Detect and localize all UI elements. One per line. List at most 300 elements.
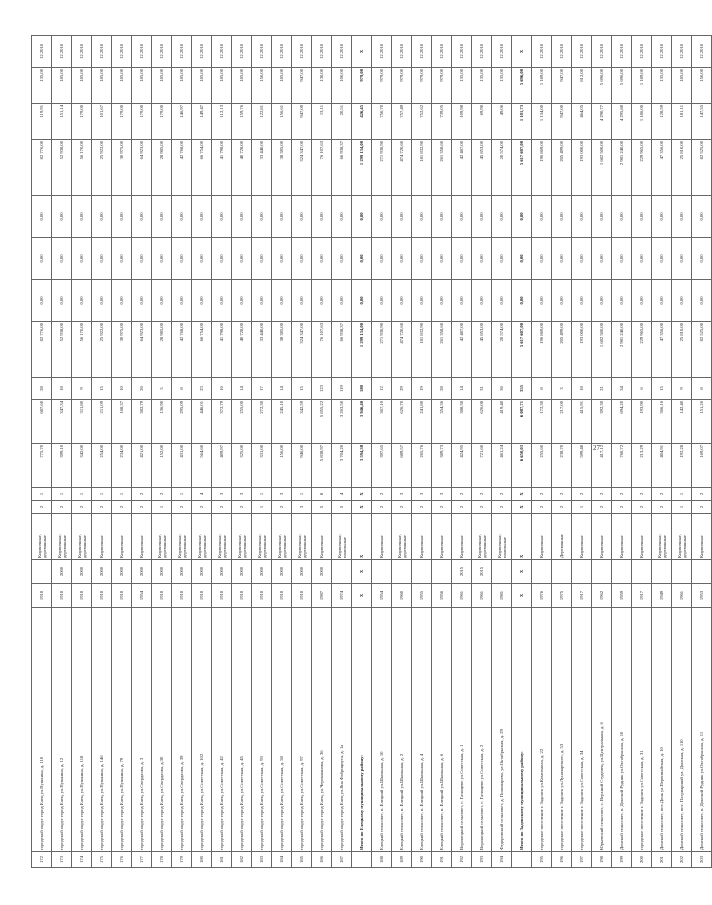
cell-entrances: 2 bbox=[452, 488, 472, 501]
cell-year-commissioned bbox=[392, 560, 412, 584]
cell-living-area: 142,40 bbox=[672, 400, 692, 444]
cell-deadline: 12.2018 bbox=[412, 36, 432, 68]
cell-floors: 2 bbox=[212, 501, 232, 514]
cell-year-commissioned: 2000 bbox=[232, 560, 252, 584]
cell-tr-total: 229 965,00 bbox=[632, 322, 652, 378]
cell-cost-per-m2: 151,14 bbox=[52, 104, 72, 140]
cell-residents: 15 bbox=[92, 378, 112, 400]
cell-address: Елецкий сельсовет, п. Елецкий ул.Школьная, д. 6 bbox=[432, 608, 452, 852]
rotated-table-wrapper bbox=[31, 40, 704, 868]
cell-wall-material: Кирпичные, деревянные bbox=[212, 514, 232, 560]
cell-year-built: 1962 bbox=[592, 584, 612, 608]
cell-year-built: 1918 bbox=[212, 584, 232, 608]
cell-address: городской округ город Елец, ул.Свердлова, д.30 bbox=[152, 608, 172, 852]
cell-floors: 2 bbox=[492, 501, 512, 514]
table-row bbox=[92, 36, 112, 868]
cell-floors: 2 bbox=[652, 501, 672, 514]
cell-year-commissioned bbox=[412, 560, 432, 584]
cell-deadline: 12.2018 bbox=[632, 36, 652, 68]
cell-cost-per-m2: 146,97 bbox=[172, 104, 192, 140]
cell-year-built: 1955 bbox=[412, 584, 432, 608]
cell-residents: 19 bbox=[412, 378, 432, 400]
cell-tr-local: 0,00 bbox=[112, 196, 132, 238]
cell-no: 186 bbox=[312, 852, 332, 868]
cell-tr-region: 0,00 bbox=[232, 238, 252, 280]
cell-max-cost: 185,00 bbox=[52, 68, 72, 104]
cell-residents: 119 bbox=[332, 378, 352, 400]
cell-year-built: 1917 bbox=[632, 584, 652, 608]
cell-address: городской округ город Елец, ул.Советская, д. 97 bbox=[292, 608, 312, 852]
cell-living-area: 388,30 bbox=[452, 400, 472, 444]
cell-deadline: X bbox=[512, 36, 532, 68]
cell-living-area: 217,00 bbox=[552, 400, 572, 444]
cell-year-built: 1961 bbox=[472, 584, 492, 608]
cell-wall-material: Кирпичные bbox=[412, 514, 432, 560]
cell-living-area: 3 263,50 bbox=[332, 400, 352, 444]
cell-tr-local: 0,00 bbox=[232, 196, 252, 238]
cell-max-cost: 5 696,00 bbox=[612, 68, 632, 104]
cell-no: 174 bbox=[72, 852, 92, 868]
cell-entrances: 1 bbox=[52, 488, 72, 501]
cell-max-cost: 979,00 bbox=[432, 68, 452, 104]
cell-address: городской округ город Елец, ул.Свердлова, д. 3 bbox=[132, 608, 152, 852]
cell-tr-owners: 193 000,00 bbox=[572, 140, 592, 196]
cell-entrances: 2 bbox=[632, 488, 652, 501]
cell-no: 191 bbox=[432, 852, 452, 868]
cell-entrances: 2 bbox=[372, 488, 392, 501]
cell-residents: 14 bbox=[272, 378, 292, 400]
cell-deadline: 12.2018 bbox=[492, 36, 512, 68]
table-row bbox=[572, 36, 592, 868]
table-row bbox=[212, 36, 232, 868]
cell-tr-region: 0,00 bbox=[552, 238, 572, 280]
cell-entrances: 2 bbox=[152, 488, 172, 501]
cell-year-built: 1918 bbox=[292, 584, 312, 608]
cell-wall-material: Кирпичные, деревянные bbox=[152, 514, 172, 560]
cell-max-cost: 979,00 bbox=[412, 68, 432, 104]
table-total-row bbox=[352, 36, 372, 868]
cell-residents: 8 bbox=[532, 378, 552, 400]
cell-living-area: 392,30 bbox=[592, 400, 612, 444]
cell-deadline: 12.2018 bbox=[612, 36, 632, 68]
table-row bbox=[452, 36, 472, 868]
cell-deadline: 12.2018 bbox=[332, 36, 352, 68]
cell-floors: 2 bbox=[172, 501, 192, 514]
cell-total-area: 689,57 bbox=[392, 444, 412, 488]
cell-entrances: 3 bbox=[212, 488, 232, 501]
cell-tr-fund: 0,00 bbox=[412, 280, 432, 322]
cell-wall-material: Кирпичные bbox=[112, 514, 132, 560]
table-row bbox=[112, 36, 132, 868]
cell-address: Итого по Задонскому муниципальному району: bbox=[512, 608, 532, 852]
table-row bbox=[272, 36, 292, 868]
cell-tr-fund: 0,00 bbox=[332, 280, 352, 322]
cell-living-area: 419,40 bbox=[492, 400, 512, 444]
cell-cost-per-m2: 156,61 bbox=[272, 104, 292, 140]
cell-max-cost: 5 696,00 bbox=[592, 68, 612, 104]
cell-entrances: 2 bbox=[592, 488, 612, 501]
cell-total-area: 424,95 bbox=[452, 444, 472, 488]
cell-floors: 1 bbox=[252, 501, 272, 514]
cell-tr-local: 0,00 bbox=[452, 196, 472, 238]
cell-entrances: 1 bbox=[672, 488, 692, 501]
cell-living-area: 626,08 bbox=[472, 400, 492, 444]
table-row bbox=[552, 36, 572, 868]
cell-entrances: 2 bbox=[572, 488, 592, 501]
cell-address: городское поселение г. Задонск ул.Луначарского, д. 53 bbox=[552, 608, 572, 852]
cell-no: 173 bbox=[52, 852, 72, 868]
cell-deadline: 12.2018 bbox=[92, 36, 112, 68]
cell-cost-per-m2: 947,00 bbox=[552, 104, 572, 140]
cell-living-area: 151,26 bbox=[692, 400, 712, 444]
cell-living-area: 354,36 bbox=[432, 400, 452, 444]
cell-wall-material: Кирпичные bbox=[92, 514, 112, 560]
cell-tr-region: 0,00 bbox=[92, 238, 112, 280]
cell-year-commissioned: X bbox=[512, 560, 532, 584]
cell-no bbox=[352, 852, 372, 868]
cell-entrances: 1 bbox=[172, 488, 192, 501]
cell-tr-local: 0,00 bbox=[412, 196, 432, 238]
cell-year-built: 1918 bbox=[192, 584, 212, 608]
cell-year-built: 1917 bbox=[572, 584, 592, 608]
cell-wall-material: Кирпичные, деревянные bbox=[672, 514, 692, 560]
cell-address: Федоровский сельсовет, д. Пономарево, ул.Октябрьская, д. 29 bbox=[492, 608, 512, 852]
cell-wall-material: Кирпичные, деревянные bbox=[472, 514, 492, 560]
cell-tr-region: 0,00 bbox=[652, 238, 672, 280]
cell-wall-material: Кирпичные, деревянные bbox=[32, 514, 52, 560]
cell-cost-per-m2: 181,11 bbox=[672, 104, 692, 140]
cell-tr-region: 0,00 bbox=[132, 238, 152, 280]
cell-no: 177 bbox=[132, 852, 152, 868]
cell-address: Донской сельсовет, пос. Патриарший ул. Донская, д. 110 bbox=[672, 608, 692, 852]
cell-floors: 2 bbox=[452, 501, 472, 514]
cell-no: 189 bbox=[392, 852, 412, 868]
cell-address: городское поселение г. Задонск ул.Советская, д. 34 bbox=[572, 608, 592, 852]
table-row bbox=[632, 36, 652, 868]
cell-address: городской округ город Елец, ул.Пушкина, д. 12 bbox=[52, 608, 72, 852]
cell-tr-local: 0,00 bbox=[432, 196, 452, 238]
cell-tr-owners: 56 170,00 bbox=[72, 140, 92, 196]
cell-total-area: 421,00 bbox=[132, 444, 152, 488]
cell-year-built: 1961 bbox=[452, 584, 472, 608]
cell-residents: 15 bbox=[652, 378, 672, 400]
cell-cost-per-m2: 179,00 bbox=[72, 104, 92, 140]
cell-no: 176 bbox=[112, 852, 132, 868]
cell-floors: 2 bbox=[392, 501, 412, 514]
cell-year-commissioned bbox=[532, 560, 552, 584]
cell-deadline: 12.2018 bbox=[272, 36, 292, 68]
cell-entrances: 3 bbox=[272, 488, 292, 501]
cell-cost-per-m2: 109,98 bbox=[452, 104, 472, 140]
cell-total-area: 192,28 bbox=[672, 444, 692, 488]
cell-no: 183 bbox=[252, 852, 272, 868]
cell-deadline: 12.2018 bbox=[192, 36, 212, 68]
cell-tr-local: 0,00 bbox=[672, 196, 692, 238]
cell-no: 187 bbox=[332, 852, 352, 868]
cell-total-area: 399,10 bbox=[52, 444, 72, 488]
cell-max-cost: 1 189,00 bbox=[632, 68, 652, 104]
cell-year-built: 1918 bbox=[92, 584, 112, 608]
cell-cost-per-m2: 464,05 bbox=[572, 104, 592, 140]
cell-residents: 29 bbox=[392, 378, 412, 400]
cell-max-cost: 185,00 bbox=[172, 68, 192, 104]
cell-tr-total: 261 358,60 bbox=[432, 322, 452, 378]
cell-living-area: 3 946,40 bbox=[352, 400, 372, 444]
cell-cost-per-m2: 4 295,88 bbox=[612, 104, 632, 140]
cell-deadline: 12.2018 bbox=[232, 36, 252, 68]
cell-tr-total: 20 574,00 bbox=[492, 322, 512, 378]
cell-tr-owners: 76 107,63 bbox=[312, 140, 332, 196]
cell-year-built: 1954 bbox=[372, 584, 392, 608]
table-row bbox=[172, 36, 192, 868]
cell-tr-owners: 82 525,00 bbox=[692, 140, 712, 196]
table-row bbox=[72, 36, 92, 868]
housing-table bbox=[31, 35, 712, 868]
cell-living-area: 694,20 bbox=[612, 400, 632, 444]
cell-wall-material: Кирпичные, деревянные bbox=[72, 514, 92, 560]
cell-address: городское поселение г. Задонск ул.Комсомола, д. 22 bbox=[532, 608, 552, 852]
cell-tr-owners: 30 975,00 bbox=[112, 140, 132, 196]
cell-tr-local: 0,00 bbox=[492, 196, 512, 238]
table-row bbox=[692, 36, 712, 868]
cell-residents: 14 bbox=[232, 378, 252, 400]
cell-year-commissioned: 2000 bbox=[172, 560, 192, 584]
cell-wall-material: Кирпичные bbox=[132, 514, 152, 560]
cell-floors: 2 bbox=[112, 501, 132, 514]
cell-total-area: 152,00 bbox=[152, 444, 172, 488]
cell-tr-owners: 52 938,00 bbox=[52, 140, 72, 196]
cell-tr-total: 324 347,00 bbox=[292, 322, 312, 378]
cell-year-commissioned: 2000 bbox=[312, 560, 332, 584]
cell-total-area: 431,00 bbox=[172, 444, 192, 488]
cell-year-commissioned: X bbox=[352, 560, 372, 584]
cell-tr-owners: 47 356,00 bbox=[652, 140, 672, 196]
cell-residents: 123 bbox=[312, 378, 332, 400]
cell-tr-fund: 0,00 bbox=[32, 280, 52, 322]
cell-total-area: 255,60 bbox=[532, 444, 552, 488]
cell-cost-per-m2: 750,70 bbox=[372, 104, 392, 140]
cell-total-area: 265,76 bbox=[412, 444, 432, 488]
cell-total-area: 775,70 bbox=[32, 444, 52, 488]
cell-entrances: 2 bbox=[612, 488, 632, 501]
cell-year-commissioned bbox=[632, 560, 652, 584]
cell-tr-region: 0,00 bbox=[292, 238, 312, 280]
cell-living-area: 347,34 bbox=[52, 400, 72, 444]
cell-tr-fund: 0,00 bbox=[352, 280, 372, 322]
cell-entrances: 1 bbox=[252, 488, 272, 501]
cell-wall-material: Кирпичные bbox=[572, 514, 592, 560]
cell-address: городской округ город Елец, ул.Пушкина, д. 146 bbox=[92, 608, 112, 852]
cell-deadline: 12.2018 bbox=[652, 36, 672, 68]
table-row bbox=[472, 36, 492, 868]
cell-residents: 31 bbox=[472, 378, 492, 400]
cell-year-commissioned: 2015 bbox=[472, 560, 492, 584]
cell-wall-material: Кирпичные, деревянные bbox=[392, 514, 412, 560]
cell-tr-region: 0,00 bbox=[332, 238, 352, 280]
cell-tr-fund: 0,00 bbox=[572, 280, 592, 322]
cell-living-area: 241,80 bbox=[412, 400, 432, 444]
cell-tr-total: 76 107,63 bbox=[312, 322, 332, 378]
cell-wall-material: Деревянные bbox=[552, 514, 572, 560]
cell-year-built: 1959 bbox=[612, 584, 632, 608]
cell-deadline: 12.2018 bbox=[312, 36, 332, 68]
cell-wall-material: Кирпичные, панельные bbox=[332, 514, 352, 560]
cell-deadline: 12.2018 bbox=[692, 36, 712, 68]
cell-no: 199 bbox=[612, 852, 632, 868]
cell-living-area: 366,16 bbox=[652, 400, 672, 444]
cell-living-area: 5 855,22 bbox=[312, 400, 332, 444]
cell-residents: 28 bbox=[432, 378, 452, 400]
cell-wall-material: Кирпичные, деревянные bbox=[192, 514, 212, 560]
cell-tr-fund: 0,00 bbox=[292, 280, 312, 322]
cell-deadline: 12.2018 bbox=[252, 36, 272, 68]
cell-year-commissioned: 2000 bbox=[132, 560, 152, 584]
cell-tr-region: 0,00 bbox=[192, 238, 212, 280]
cell-tr-owners: 196 869,00 bbox=[532, 140, 552, 196]
cell-no: 182 bbox=[232, 852, 252, 868]
cell-max-cost: 947,00 bbox=[552, 68, 572, 104]
cell-living-area: 446,01 bbox=[192, 400, 212, 444]
cell-tr-total: 33 440,00 bbox=[252, 322, 272, 378]
cell-tr-local: 0,00 bbox=[32, 196, 52, 238]
cell-year-built: 1954 bbox=[132, 584, 152, 608]
cell-tr-local: 0,00 bbox=[692, 196, 712, 238]
cell-floors: 5 bbox=[332, 501, 352, 514]
cell-tr-region: 0,00 bbox=[392, 238, 412, 280]
cell-floors: 2 bbox=[232, 501, 252, 514]
cell-tr-fund: 0,00 bbox=[692, 280, 712, 322]
cell-residents: 17 bbox=[252, 378, 272, 400]
cell-tr-fund: 0,00 bbox=[592, 280, 612, 322]
cell-cost-per-m2: 149,47 bbox=[192, 104, 212, 140]
cell-residents: 15 bbox=[292, 378, 312, 400]
cell-max-cost: 5 696,00 bbox=[512, 68, 532, 104]
cell-max-cost: 150,00 bbox=[692, 68, 712, 104]
cell-tr-region: 0,00 bbox=[612, 238, 632, 280]
cell-no: 196 bbox=[552, 852, 572, 868]
cell-tr-total: 64 923,00 bbox=[132, 322, 152, 378]
cell-tr-fund: 0,00 bbox=[92, 280, 112, 322]
cell-tr-region: 0,00 bbox=[632, 238, 652, 280]
cell-tr-total: 2 981 240,00 bbox=[612, 322, 632, 378]
cell-tr-owners: 66 754,00 bbox=[192, 140, 212, 196]
cell-tr-fund: 0,00 bbox=[552, 280, 572, 322]
cell-deadline: 12.2018 bbox=[152, 36, 172, 68]
cell-tr-total: 40 728,00 bbox=[232, 322, 252, 378]
cell-tr-total: 1 299 134,00 bbox=[352, 322, 372, 378]
cell-total-area: 461,24 bbox=[492, 444, 512, 488]
cell-year-commissioned bbox=[592, 560, 612, 584]
cell-year-commissioned bbox=[492, 560, 512, 584]
cell-tr-total: 42 768,00 bbox=[172, 322, 192, 378]
cell-max-cost: 185,00 bbox=[272, 68, 292, 104]
cell-cost-per-m2: 179,00 bbox=[132, 104, 152, 140]
cell-living-area: 367,10 bbox=[372, 400, 392, 444]
cell-address: городской округ город Елец, ул.Советская, д. 102 bbox=[192, 608, 212, 852]
cell-tr-local: 0,00 bbox=[372, 196, 392, 238]
cell-cost-per-m2: 119,91 bbox=[32, 104, 52, 140]
cell-wall-material: Кирпичные, деревянные bbox=[232, 514, 252, 560]
cell-wall-material: X bbox=[512, 514, 532, 560]
cell-living-area: 172,30 bbox=[532, 400, 552, 444]
cell-deadline: 12.2018 bbox=[72, 36, 92, 68]
cell-tr-local: 0,00 bbox=[72, 196, 92, 238]
cell-address: городской округ город Елец, ул.Советская, д. 58 bbox=[272, 608, 292, 852]
cell-total-area: 404,91 bbox=[652, 444, 672, 488]
cell-tr-total: 66 754,00 bbox=[192, 322, 212, 378]
cell-tr-owners: 229 965,00 bbox=[632, 140, 652, 196]
cell-no: 172 bbox=[32, 852, 52, 868]
cell-tr-local: 0,00 bbox=[392, 196, 412, 238]
cell-wall-material: X bbox=[352, 514, 372, 560]
cell-tr-region: 0,00 bbox=[72, 238, 92, 280]
cell-year-commissioned bbox=[672, 560, 692, 584]
cell-floors: 2 bbox=[412, 501, 432, 514]
cell-floors: X bbox=[352, 501, 372, 514]
cell-residents: 6 bbox=[632, 378, 652, 400]
table-row bbox=[252, 36, 272, 868]
cell-living-area: 626,70 bbox=[392, 400, 412, 444]
cell-cost-per-m2: 49,06 bbox=[492, 104, 512, 140]
cell-year-commissioned bbox=[572, 560, 592, 584]
cell-max-cost: 135,00 bbox=[652, 68, 672, 104]
cell-tr-region: 0,00 bbox=[492, 238, 512, 280]
table-row bbox=[312, 36, 332, 868]
cell-year-built: 1953 bbox=[692, 584, 712, 608]
cell-tr-total: 82 776,00 bbox=[32, 322, 52, 378]
cell-year-commissioned: 2000 bbox=[72, 560, 92, 584]
cell-max-cost: 185,00 bbox=[672, 68, 692, 104]
cell-year-commissioned: 2000 bbox=[272, 560, 292, 584]
cell-wall-material: Кирпичные bbox=[312, 514, 332, 560]
cell-tr-owners: 25 810,00 bbox=[672, 140, 692, 196]
cell-cost-per-m2: 112,13 bbox=[212, 104, 232, 140]
cell-tr-owners: 1 299 134,00 bbox=[352, 140, 372, 196]
cell-tr-region: 0,00 bbox=[172, 238, 192, 280]
cell-tr-fund: 0,00 bbox=[472, 280, 492, 322]
cell-entrances: 2 bbox=[472, 488, 492, 501]
cell-floors: 2 bbox=[132, 501, 152, 514]
cell-year-commissioned: 2000 bbox=[192, 560, 212, 584]
cell-residents: 3 bbox=[552, 378, 572, 400]
cell-address: Елецкий сельсовет, п. Елецкий ул.Школьная, д. 10 bbox=[372, 608, 392, 852]
cell-entrances: 2 bbox=[652, 488, 672, 501]
cell-living-area: 382,79 bbox=[132, 400, 152, 444]
cell-max-cost: 185,00 bbox=[72, 68, 92, 104]
table-row bbox=[132, 36, 152, 868]
cell-no: 195 bbox=[532, 852, 552, 868]
cell-year-commissioned bbox=[332, 560, 352, 584]
cell-total-area: 946,00 bbox=[292, 444, 312, 488]
cell-tr-total: 181 832,90 bbox=[412, 322, 432, 378]
cell-wall-material: Кирпичные, деревянные bbox=[252, 514, 272, 560]
cell-floors: 2 bbox=[432, 501, 452, 514]
cell-tr-region: 0,00 bbox=[352, 238, 372, 280]
cell-max-cost: 135,00 bbox=[452, 68, 472, 104]
cell-deadline: 12.2018 bbox=[552, 36, 572, 68]
cell-max-cost: 185,00 bbox=[232, 68, 252, 104]
cell-tr-owners: 5 617 607,00 bbox=[512, 140, 532, 196]
cell-total-area: 238,70 bbox=[552, 444, 572, 488]
cell-tr-total: 25 810,00 bbox=[672, 322, 692, 378]
cell-address: городской округ город Елец, ул.Советская, д. 42 bbox=[212, 608, 232, 852]
cell-tr-region: 0,00 bbox=[412, 238, 432, 280]
cell-tr-region: 0,00 bbox=[472, 238, 492, 280]
cell-max-cost: 947,00 bbox=[292, 68, 312, 104]
cell-residents: 5 bbox=[152, 378, 172, 400]
cell-tr-fund: 0,00 bbox=[312, 280, 332, 322]
cell-entrances: 1 bbox=[112, 488, 132, 501]
